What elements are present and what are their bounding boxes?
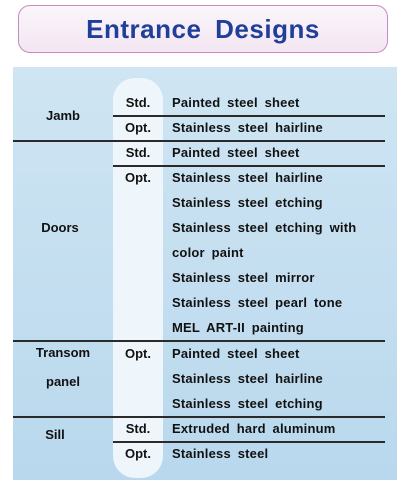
list-item: MEL ART-II painting	[172, 320, 304, 335]
section-label-doors: Doors	[41, 220, 79, 235]
row-divider	[113, 165, 385, 167]
row-divider	[113, 115, 385, 117]
title-banner	[18, 5, 388, 53]
std-label: Std.	[125, 421, 151, 436]
list-item: Stainless steel etching	[172, 396, 323, 411]
opt-label: Opt.	[125, 120, 151, 135]
list-item: Stainless steel pearl tone	[172, 295, 343, 310]
type-column-highlight	[113, 78, 163, 478]
list-item: Stainless steel hairline	[172, 170, 323, 185]
list-item: Stainless steel etching	[172, 195, 323, 210]
std-label: Std.	[125, 95, 151, 110]
opt-label: Opt.	[125, 446, 151, 461]
section-label-transom: Transom	[35, 345, 91, 360]
list-item: Stainless steel	[172, 446, 269, 461]
list-item: Painted steel sheet	[172, 346, 300, 361]
list-item: Extruded hard aluminum	[172, 421, 336, 436]
section-label-jamb: Jamb	[46, 108, 80, 123]
list-item: Painted steel sheet	[172, 95, 300, 110]
list-item: color paint	[172, 245, 244, 260]
list-item: Stainless steel hairline	[172, 120, 323, 135]
section-divider	[13, 340, 385, 342]
section-label-sill: Sill	[45, 427, 65, 442]
list-item: Stainless steel hairline	[172, 371, 323, 386]
section-divider	[13, 416, 385, 418]
list-item: Painted steel sheet	[172, 145, 300, 160]
opt-label: Opt.	[125, 346, 151, 361]
page-title: Entrance Designs	[86, 13, 320, 44]
row-divider	[113, 441, 385, 443]
std-label: Std.	[125, 145, 151, 160]
list-item: Stainless steel etching with	[172, 220, 357, 235]
opt-label: Opt.	[125, 170, 151, 185]
section-divider	[13, 140, 385, 142]
list-item: Stainless steel mirror	[172, 270, 315, 285]
section-label-transom-line2: panel	[46, 374, 80, 389]
